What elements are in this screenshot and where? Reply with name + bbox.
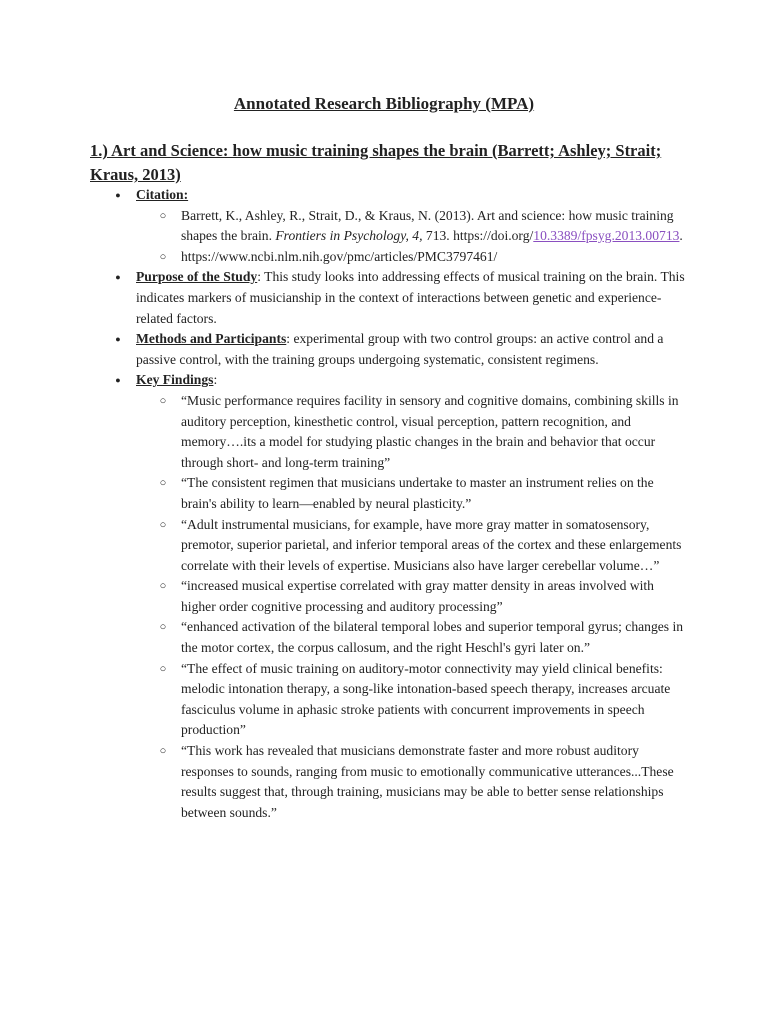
- finding-item: [136, 617, 692, 658]
- sub-bullet-icon: ○: [159, 394, 167, 407]
- finding-quote: “The effect of music training on auditory-motor connectivity may yield clinical benefits: melodic intonation therapy, a song-like intonation-based speech therapy, increases arcuate fasciculus volume in aphasic stroke patients with concurrent improvements in speech production”: [181, 660, 671, 738]
- purpose-text: : This study looks into addressing effects of musical training on the brain. This indicates markers of musicianship in the context of interactions between genetic and experience-related factors.: [136, 269, 685, 326]
- citation-item: [112, 185, 692, 267]
- finding-quote: “increased musical expertise correlated with gray matter density in areas involved with higher order cognitive processing and auditory processing”: [181, 578, 654, 614]
- sub-bullet-icon: ○: [159, 580, 167, 593]
- purpose-item: [112, 267, 692, 329]
- findings-sublist: [136, 391, 692, 823]
- bullet-icon: ●: [115, 190, 121, 200]
- sub-bullet-icon: ○: [159, 209, 167, 222]
- finding-item: [136, 659, 692, 741]
- findings-colon: :: [213, 372, 218, 388]
- findings-label: Key Findings: [136, 372, 214, 388]
- bullet-icon: ●: [115, 375, 121, 386]
- sub-bullet-icon: ○: [159, 250, 167, 263]
- reference-end: .: [679, 228, 683, 244]
- citation-reference: [136, 206, 692, 247]
- finding-quote: “This work has revealed that musicians demonstrate faster and more robust auditory responses to sounds, ranging from music to emotionally communicative utterances...These results suggest that, through training, musicians may be able to better sense relationships between sounds.”: [181, 743, 674, 820]
- citation-url: https://www.ncbi.nlm.nih.gov/pmc/articles/PMC3797461/: [181, 248, 498, 264]
- sub-bullet-icon: ○: [159, 477, 167, 490]
- section-heading: 1.) Art and Science: how music training shapes the brain (Barrett; Ashley; Strait; Kraus, 2013): [90, 141, 662, 184]
- finding-quote: “The consistent regimen that musicians undertake to master an instrument relies on the brain's ability to learn—enabled by neural plasticity.”: [181, 475, 654, 511]
- bibliography-entry: [112, 185, 692, 823]
- document-title: Annotated Research Bibliography (MPA): [233, 94, 535, 113]
- sub-bullet-icon: ○: [159, 662, 167, 675]
- citation-url-item: [136, 247, 692, 268]
- sub-bullet-icon: ○: [159, 518, 167, 531]
- finding-item: [136, 391, 692, 473]
- finding-quote: “enhanced activation of the bilateral temporal lobes and superior temporal gyrus; changes in the motor cortex, the corpus callosum, and the right Heschl's gyri later on.”: [181, 619, 684, 656]
- sub-bullet-icon: ○: [159, 745, 167, 758]
- doi-link[interactable]: 10.3389/fpsyg.2013.00713: [533, 228, 680, 244]
- finding-item: [136, 576, 692, 617]
- finding-item: [136, 473, 692, 514]
- finding-item: [136, 741, 692, 823]
- methods-text: : experimental group with two control groups: an active control and a passive control, with the training groups undergoing systematic, consistent regimens.: [136, 331, 664, 367]
- sub-bullet-icon: ○: [159, 621, 167, 634]
- entry-outline: [112, 185, 692, 823]
- methods-label: Methods and Participants: [136, 331, 287, 347]
- reference-pages: 713. https://doi.org/: [422, 228, 534, 244]
- methods-item: [112, 329, 692, 370]
- citation-sublist: [136, 206, 692, 268]
- bullet-icon: ●: [115, 272, 121, 283]
- bullet-icon: ●: [115, 334, 121, 345]
- citation-label: Citation:: [136, 187, 189, 202]
- findings-item: [112, 370, 692, 823]
- reference-text: Barrett, K., Ashley, R., Strait, D., & Kraus, N. (2013). Art and science: how music training shapes the brain.: [181, 207, 674, 244]
- finding-quote: “Music performance requires facility in sensory and cognitive domains, combining skills in auditory perception, kinesthetic control, visual perception, pattern recognition, and memory….its a model for studying plastic changes in the brain and behavior that occur through short- and long-term training”: [181, 392, 679, 470]
- purpose-label: Purpose of the Study: [136, 269, 258, 285]
- reference-journal: Frontiers in Psychology, 4,: [275, 228, 423, 244]
- finding-quote: “Adult instrumental musicians, for example, have more gray matter in somatosensory, premotor, superior parietal, and inferior temporal areas of the cortex and these enlargements correlate with their levels of expertise. Musicians also have larger cerebellar volume…”: [181, 516, 682, 573]
- finding-item: [136, 515, 692, 577]
